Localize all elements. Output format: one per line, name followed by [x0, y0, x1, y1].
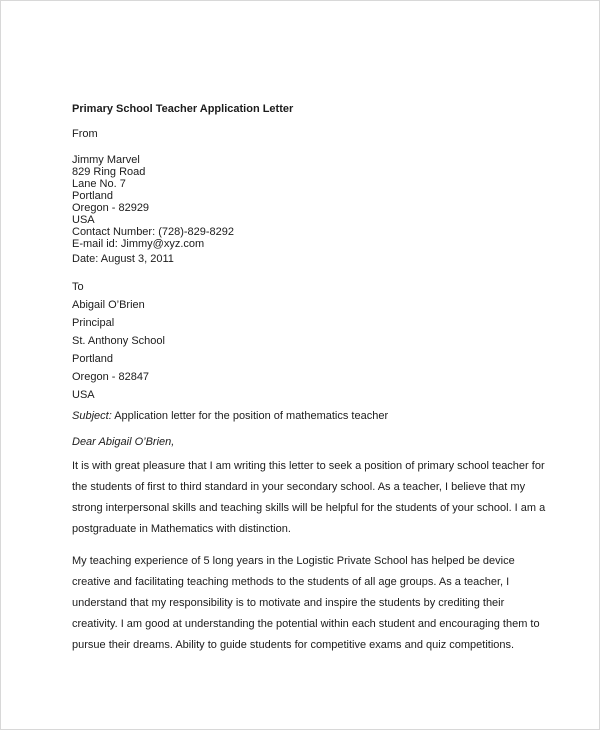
recipient-school: St. Anthony School [72, 335, 165, 347]
sender-country: USA [72, 214, 95, 226]
from-label: From [72, 128, 98, 140]
subject-text: Application letter for the position of mathematics teacher [114, 410, 389, 422]
body-paragraph-2: My teaching experience of 5 long years in the Logistic Private School has helped be device creative and facilitating teaching methods to the students of all age groups. As a teacher, I understand that my responsibility is to motivate and inspire the students by crediting their creativity. I am good at understanding the potential within each student and encouraging them to pursue their dreams. Ability to guide students for competitive exams and quiz competitions. [72, 555, 540, 651]
sender-contact-number: Contact Number: (728)-829-8292 [72, 226, 235, 238]
page-title: Primary School Teacher Application Letter [72, 103, 294, 115]
sender-address-block [72, 154, 548, 250]
letter-body [1, 1, 599, 656]
recipient-city: Portland [72, 353, 113, 365]
sender-email: E-mail id: Jimmy@xyz.com [72, 238, 205, 250]
recipient-name: Abigail O’Brien [72, 299, 145, 311]
recipient-country: USA [72, 389, 95, 401]
salutation: Dear Abigail O’Brien, [72, 436, 175, 448]
subject-line [72, 409, 548, 423]
subject-label: Subject: [72, 410, 112, 422]
recipient-state-zip: Oregon - 82847 [72, 371, 150, 383]
date-line: Date: August 3, 2011 [72, 253, 174, 265]
recipient-designation: Principal [72, 317, 115, 329]
to-label: To [72, 281, 84, 293]
sender-city: Portland [72, 190, 113, 202]
sender-state-zip: Oregon - 82929 [72, 202, 150, 214]
sender-name: Jimmy Marvel [72, 154, 140, 166]
recipient-address-block [72, 278, 548, 404]
sender-lane: Lane No. 7 [72, 178, 126, 190]
sender-street: 829 Ring Road [72, 166, 146, 178]
body-paragraph-1: It is with great pleasure that I am writing this letter to seek a position of primary school teacher for the students of first to third standard in your secondary school. As a teacher, I believe that my strong interpersonal skills and teaching skills will be helpful for the students of your school. I am a postgraduate in Mathematics with distinction. [72, 460, 546, 535]
